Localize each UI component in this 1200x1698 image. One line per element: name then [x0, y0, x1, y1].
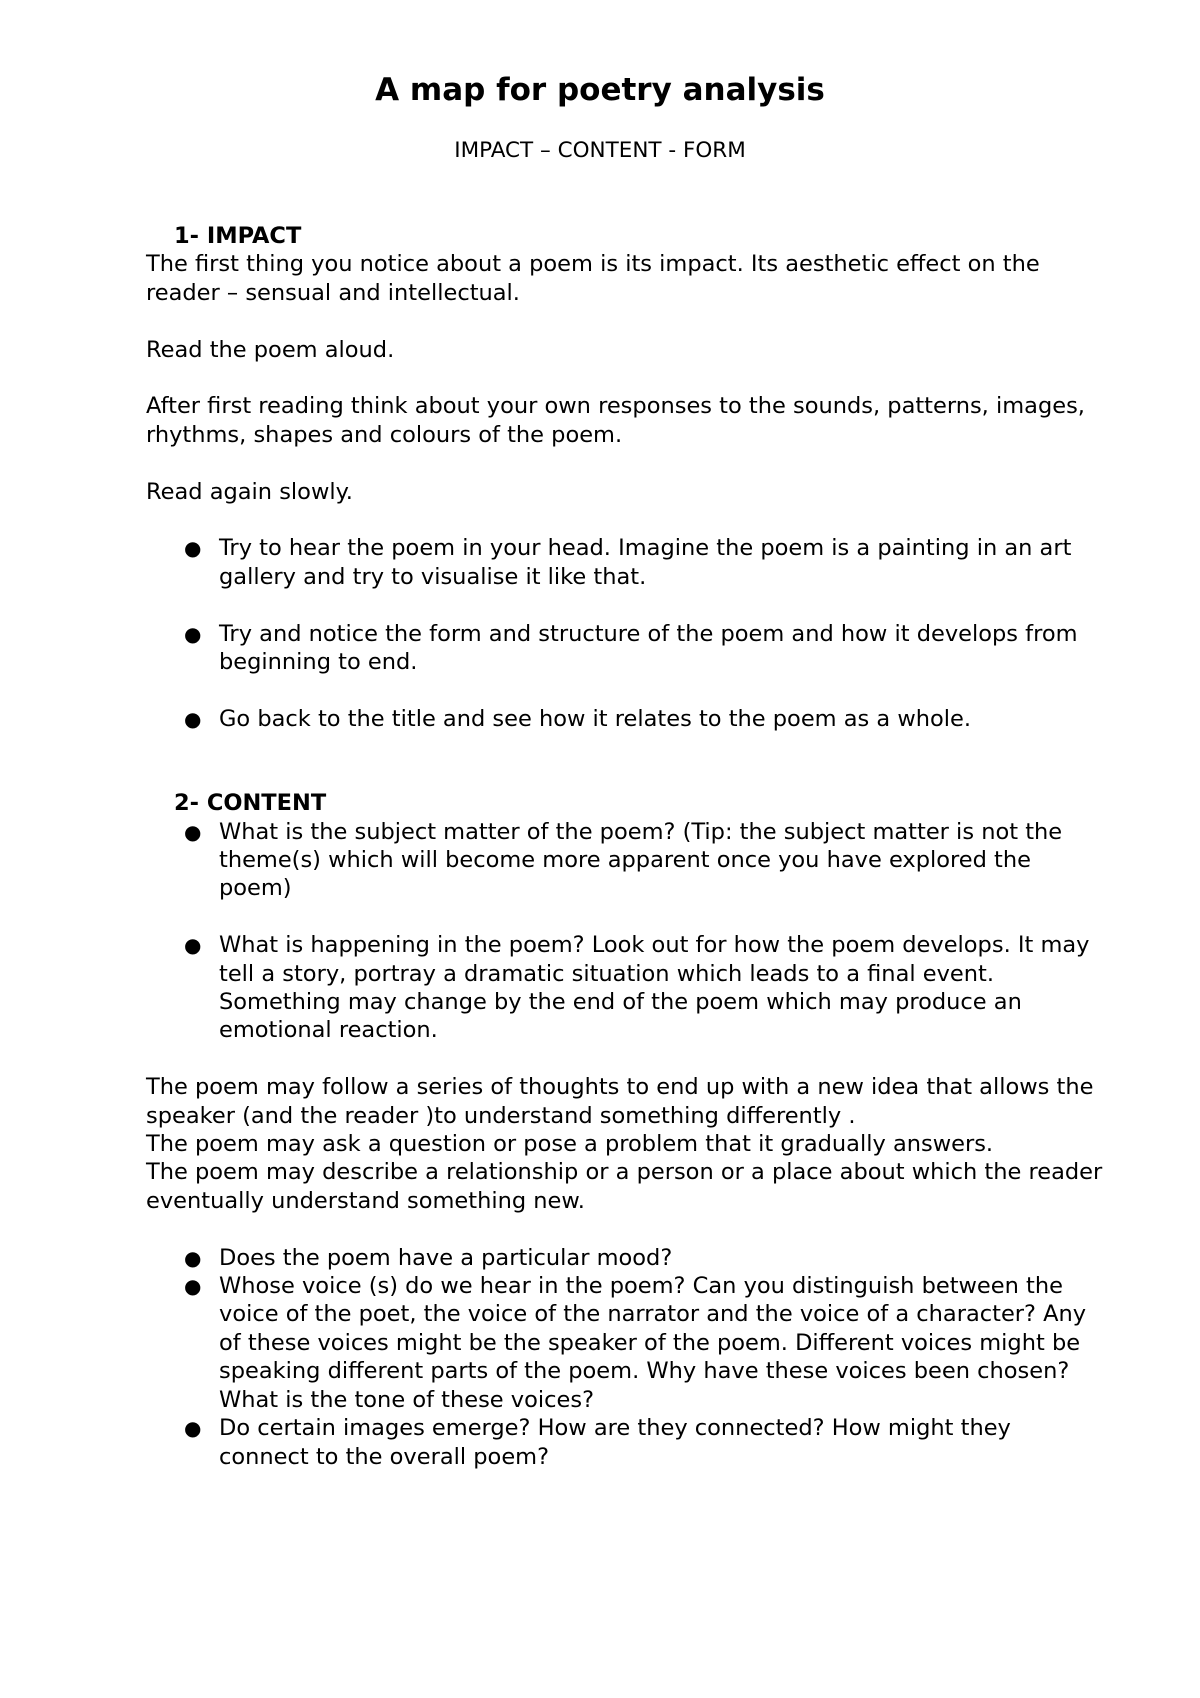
spacer [146, 903, 1106, 931]
spacer [146, 364, 1106, 392]
list-item-text: Do certain images emerge? How are they connected? How might they connect to the overall poem? [219, 1415, 1011, 1470]
bullet-icon: ● [184, 933, 202, 958]
spacer [146, 1215, 1106, 1243]
list-item [146, 818, 1106, 903]
section-heading-content: 2- CONTENT [174, 790, 327, 817]
list-item-text: Go back to the title and see how it relates to the poem as a whole. [219, 705, 972, 732]
list-item [146, 1272, 1106, 1414]
list-item [146, 1414, 1106, 1471]
document-subtitle: IMPACT – CONTENT - FORM [454, 138, 746, 163]
content-paragraph-thoughts: The poem may follow a series of thoughts to end up with a new idea that allows the speaker (and the reader )to understand something differently . [146, 1074, 1094, 1129]
list-item-text: What is the subject matter of the poem? (Tip: the subject matter is not the theme(s) which will become more apparent once you have explored the poem) [219, 818, 1063, 902]
document-title: A map for poetry analysis [375, 72, 825, 108]
bullet-icon: ● [184, 621, 202, 646]
spacer [146, 449, 1106, 477]
spacer [146, 591, 1106, 619]
content-paragraph-question: The poem may ask a question or pose a problem that it gradually answers. [146, 1131, 994, 1158]
impact-intro-paragraph: The first thing you notice about a poem is its impact. Its aesthetic effect on the reader – sensual and intellectual. [146, 251, 1040, 306]
spacer [146, 506, 1106, 534]
document-body [146, 222, 1106, 1471]
content-bullet-list-a [146, 818, 1106, 1045]
spacer [146, 733, 1106, 789]
list-item-text: Try to hear the poem in your head. Imagine the poem is a painting in an art gallery and try to visualise it like that. [219, 535, 1072, 590]
bullet-icon: ● [184, 1274, 202, 1299]
spacer [146, 1045, 1106, 1073]
spacer [146, 307, 1106, 335]
read-aloud-paragraph: Read the poem aloud. [146, 336, 395, 363]
bullet-icon: ● [184, 536, 202, 561]
content-paragraph-relationship: The poem may describe a relationship or a person or a place about which the reader eventually understand something new. [146, 1159, 1103, 1214]
spacer [146, 676, 1106, 704]
section-heading-impact: 1- IMPACT [174, 223, 302, 249]
content-bullet-list-b [146, 1244, 1106, 1471]
bullet-icon: ● [184, 706, 202, 731]
list-item-text: Does the poem have a particular mood? [219, 1244, 673, 1271]
read-again-paragraph: Read again slowly. [146, 478, 353, 505]
bullet-icon: ● [184, 1245, 202, 1270]
list-item [146, 931, 1106, 1045]
list-item [146, 534, 1106, 591]
after-first-reading-paragraph: After first reading think about your own responses to the sounds, patterns, images, rhythms, shapes and colours of the poem. [146, 393, 1085, 448]
impact-bullet-list [146, 534, 1106, 733]
list-item [146, 1244, 1106, 1272]
list-item [146, 620, 1106, 677]
bullet-icon: ● [184, 819, 202, 844]
list-item-text: Try and notice the form and structure of the poem and how it develops from beginning to end. [219, 620, 1078, 676]
list-item [146, 705, 1106, 733]
list-item-text: What is happening in the poem? Look out for how the poem develops. It may tell a story, portray a dramatic situation which leads to a final event. Something may change by the end of the poem which may produce an emotional reaction. [219, 932, 1090, 1044]
bullet-icon: ● [184, 1416, 202, 1441]
list-item-text: Whose voice (s) do we hear in the poem? Can you distinguish between the voice of the poet, the voice of the narrator and the voice of a character? Any of these voices might be the speaker of the poem. Different voices might be speaking different parts of the poem. Why have these voices been chosen? What is the tone of these voices? [219, 1273, 1087, 1413]
